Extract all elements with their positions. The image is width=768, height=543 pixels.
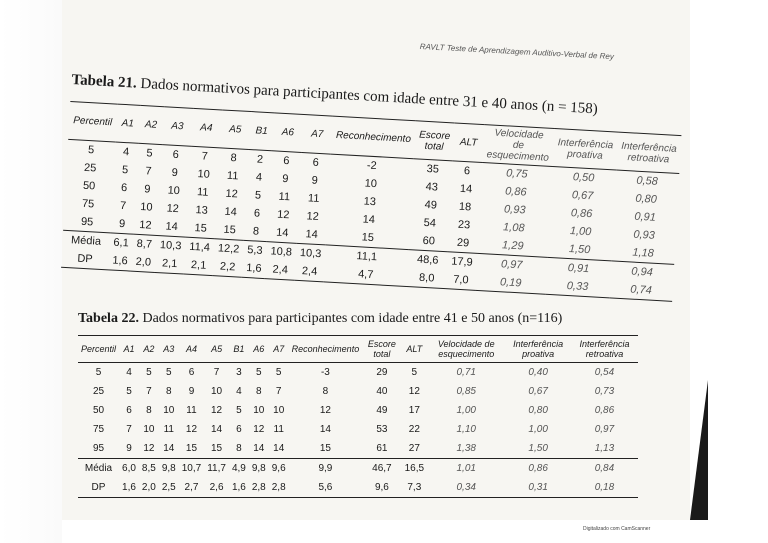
table-cell: 15 <box>361 231 375 245</box>
table-cell: 10,8 <box>270 245 293 259</box>
running-header: RAVLT Teste de Aprendizagem Auditivo-Verbal de Rey <box>419 42 615 62</box>
col-header: Escore total <box>367 339 396 359</box>
table-cell: 22 <box>408 424 420 435</box>
table-22 <box>78 311 638 498</box>
col-header: ALT <box>406 344 423 354</box>
table-cell: 11,7 <box>207 463 226 474</box>
table-cell: 12,2 <box>217 242 240 256</box>
table-cell: 8 <box>236 443 242 454</box>
table-cell: 9 <box>126 443 132 454</box>
table-cell: 7 <box>145 165 152 178</box>
table-cell: 2,5 <box>161 482 176 493</box>
scanner-watermark: Digitalizado com CamScanner <box>583 526 651 532</box>
table-cell: 0,31 <box>528 482 548 493</box>
table-cell: 6 <box>188 367 195 378</box>
table-cell: 10 <box>253 405 265 416</box>
table-row <box>78 459 638 479</box>
table-cell: 54 <box>423 216 437 230</box>
table-cell: 1,18 <box>632 246 655 260</box>
table-cell: 16,5 <box>404 463 425 474</box>
table-cell: 15 <box>185 443 198 454</box>
table-cell: 7,0 <box>452 273 469 287</box>
table-cell: 12 <box>185 424 198 435</box>
row-label: Média <box>70 234 102 248</box>
table-cell: 5 <box>236 405 242 416</box>
table-cell: 11 <box>307 192 320 205</box>
row-label: 5 <box>87 144 95 157</box>
table-cell: 8,7 <box>136 237 153 251</box>
col-header: A3 <box>170 120 184 133</box>
table-cell: 5 <box>146 367 152 378</box>
table-cell: 27 <box>408 443 420 454</box>
table-cell: 8,0 <box>418 271 435 285</box>
table-cell: 0,94 <box>631 265 654 279</box>
table-22-title-number: Tabela 22. <box>78 311 139 326</box>
table-cell: 0,67 <box>571 189 594 203</box>
table-cell: 12 <box>306 210 320 223</box>
table-cell: 0,86 <box>528 463 548 474</box>
table-cell: 8 <box>230 151 238 165</box>
col-header: A2 <box>144 119 158 131</box>
col-header: A6 <box>281 126 295 139</box>
table-cell: 0,93 <box>633 228 656 242</box>
table-cell: 10 <box>139 201 153 214</box>
table-cell: 11 <box>278 190 291 204</box>
table-cell: 11 <box>186 405 197 416</box>
row-label: 95 <box>92 443 105 454</box>
table-cell: 0,50 <box>572 171 595 185</box>
table-cell: 0,86 <box>594 405 615 416</box>
row-label: 75 <box>81 197 95 211</box>
table-cell: 0,67 <box>528 386 548 397</box>
table-cell: 1,6 <box>112 254 129 268</box>
table-cell: 5,6 <box>318 482 333 493</box>
table-cell: 15 <box>211 443 223 454</box>
col-header: A2 <box>143 344 155 354</box>
col-header: Velocidade de esquecimento <box>437 339 495 359</box>
table-cell: 5 <box>121 163 129 177</box>
table-cell: 15 <box>223 223 237 237</box>
table-cell: 46,7 <box>372 463 392 474</box>
table-cell: 6 <box>126 405 132 416</box>
table-cell: 14 <box>362 213 376 227</box>
table-cell: 0,40 <box>528 367 548 378</box>
table-cell: 11,1 <box>356 250 378 264</box>
table-21-title-number: Tabela 21. <box>71 72 138 92</box>
table-cell: 29 <box>376 367 388 378</box>
table-cell: 49 <box>376 405 388 416</box>
table-22-header-row <box>78 336 638 363</box>
table-cell: 23 <box>457 218 471 232</box>
table-cell: 10 <box>273 405 285 416</box>
table-cell: 11 <box>196 186 209 199</box>
table-cell: 14 <box>224 205 238 219</box>
col-header: A1 <box>121 117 135 130</box>
table-cell: 10 <box>364 177 378 191</box>
table-cell: 5,3 <box>246 244 263 257</box>
row-label: 5 <box>95 367 102 378</box>
col-header: A5 <box>211 344 223 354</box>
col-header: Percentil <box>81 344 117 354</box>
table-cell: 14 <box>211 424 223 435</box>
table-cell: 10 <box>197 168 211 181</box>
table-cell: 40 <box>376 386 388 397</box>
table-cell: 9,9 <box>318 463 333 474</box>
table-cell: 1,6 <box>231 482 246 493</box>
row-label: 25 <box>83 161 97 175</box>
table-cell: 1,6 <box>122 482 136 493</box>
table-cell: 2 <box>256 153 264 166</box>
table-cell: 7 <box>201 150 209 163</box>
table-cell: 9,8 <box>161 463 176 474</box>
table-cell: 17 <box>408 405 420 416</box>
table-cell: 0,85 <box>456 386 476 397</box>
table-row <box>78 401 638 420</box>
table-cell: 0,91 <box>634 210 657 224</box>
table-cell: 7 <box>275 386 282 397</box>
table-cell: 2,4 <box>272 263 289 277</box>
col-header: Escore total <box>418 128 451 153</box>
table-cell: 8,5 <box>141 463 156 474</box>
col-header: A6 <box>253 344 265 354</box>
table-cell: 3 <box>236 367 242 378</box>
table-cell: 1,10 <box>456 424 476 435</box>
col-header: B1 <box>233 344 245 354</box>
table-cell: 13 <box>363 195 377 209</box>
table-cell: 5 <box>146 147 153 160</box>
table-cell: 9 <box>311 174 319 187</box>
table-cell: 6,1 <box>113 236 130 250</box>
table-cell: 6 <box>172 148 180 162</box>
row-label: 25 <box>92 386 105 397</box>
table-cell: 0,86 <box>570 207 593 221</box>
table-cell: 12 <box>143 443 155 454</box>
table-cell: 0,91 <box>567 261 590 276</box>
col-header: Interferência retroativa <box>579 339 630 359</box>
table-cell: 2,0 <box>141 482 156 493</box>
table-cell: 6 <box>282 154 290 168</box>
table-cell: 9 <box>118 217 126 231</box>
table-cell: 0,54 <box>594 367 615 378</box>
table-cell: 12 <box>166 202 180 216</box>
table-cell: 1,00 <box>569 225 592 239</box>
table-cell: 0,74 <box>630 283 653 297</box>
table-cell: 0,97 <box>594 424 615 435</box>
table-cell: 10,7 <box>181 463 202 474</box>
table-cell: 4 <box>126 367 132 378</box>
table-cell: 4 <box>122 145 130 159</box>
table-cell: 2,7 <box>184 482 199 493</box>
page-margin <box>0 0 62 543</box>
table-cell: 6 <box>236 424 242 435</box>
row-label: DP <box>77 252 93 266</box>
table-cell: 1,01 <box>456 463 476 474</box>
table-cell: 4,9 <box>231 463 246 474</box>
table-cell: 6 <box>312 156 320 169</box>
table-21-title-text: Dados normativos para participantes com idade entre 31 e 40 anos (n = 158) <box>140 75 599 118</box>
table-row <box>78 439 638 459</box>
table-cell: 61 <box>376 443 388 454</box>
table-cell: 2,6 <box>209 482 224 493</box>
table-cell: 5 <box>254 189 262 202</box>
table-cell: 5 <box>166 367 172 378</box>
table-21-grid <box>61 101 681 302</box>
table-cell: 12 <box>276 208 290 222</box>
table-cell: 1,50 <box>528 443 548 454</box>
table-cell: 48,6 <box>416 253 439 267</box>
table-cell: 2,2 <box>219 260 236 274</box>
table-cell: 49 <box>424 198 438 212</box>
table-cell: 14 <box>163 443 175 454</box>
col-header: A5 <box>228 123 242 136</box>
col-header: Percentil <box>72 115 113 129</box>
table-cell: 2,4 <box>301 265 318 278</box>
table-cell: 12 <box>408 386 420 397</box>
table-21 <box>61 72 678 301</box>
table-cell: -2 <box>366 159 378 173</box>
table-row <box>78 382 638 401</box>
table-cell: 5 <box>275 367 282 378</box>
table-cell: -3 <box>320 367 330 378</box>
table-cell: 0,84 <box>594 463 615 474</box>
table-cell: 10,3 <box>159 239 182 253</box>
table-cell: 8 <box>256 386 262 397</box>
table-cell: 5 <box>126 386 132 397</box>
table-cell: 7 <box>213 367 220 378</box>
table-cell: 6 <box>253 207 261 220</box>
table-cell: 6,0 <box>122 463 136 474</box>
col-header: A1 <box>123 344 135 354</box>
row-label: DP <box>91 482 106 493</box>
table-22-title-text: Dados normativos para participantes com idade entre 41 e 50 anos (n=116) <box>142 311 563 326</box>
col-header: Reconhecimento <box>291 344 360 354</box>
table-cell: 9 <box>281 172 289 186</box>
table-cell: 13 <box>195 204 209 217</box>
table-cell: 0,80 <box>635 192 658 206</box>
table-cell: 1,29 <box>501 239 524 253</box>
col-header: Interferência proativa <box>513 339 564 359</box>
col-header: B1 <box>255 125 268 138</box>
table-cell: 1,00 <box>456 405 476 416</box>
table-cell: 11 <box>163 424 174 435</box>
table-row <box>78 478 638 498</box>
table-cell: 12 <box>253 424 265 435</box>
table-cell: 1,50 <box>568 243 591 257</box>
table-cell: 11,4 <box>189 240 211 254</box>
table-cell: 7,3 <box>407 482 422 493</box>
table-cell: 0,97 <box>500 258 523 272</box>
row-label: 95 <box>80 215 94 229</box>
table-cell: 9 <box>188 386 195 397</box>
table-cell: 10 <box>167 184 181 198</box>
table-cell: 60 <box>422 234 436 248</box>
col-header: A7 <box>310 128 324 141</box>
table-cell: 11 <box>273 424 284 435</box>
table-cell: 0,80 <box>528 405 548 416</box>
table-cell: 0,86 <box>504 185 527 199</box>
table-cell: 2,1 <box>190 258 207 272</box>
col-header: A7 <box>273 344 285 354</box>
table-cell: 6 <box>120 181 128 195</box>
table-cell: 5 <box>411 367 418 378</box>
table-cell: 9,6 <box>271 463 286 474</box>
scan-shadow <box>690 380 708 520</box>
col-header: A4 <box>199 122 213 134</box>
table-cell: 1,6 <box>245 262 262 275</box>
table-22-title <box>78 311 638 327</box>
table-cell: 9 <box>144 183 151 196</box>
table-cell: 0,18 <box>594 482 615 493</box>
col-header: ALT <box>459 136 478 149</box>
col-header: A4 <box>185 344 197 354</box>
table-cell: 1,00 <box>528 424 548 435</box>
table-cell: 14 <box>275 226 289 240</box>
table-row <box>78 363 638 383</box>
table-cell: 10 <box>143 424 155 435</box>
row-label: 75 <box>92 424 105 435</box>
row-label: Média <box>84 463 113 474</box>
table-cell: 9,6 <box>374 482 389 493</box>
col-header: Reconhecimento <box>335 129 412 146</box>
table-cell: 0,71 <box>456 367 476 378</box>
table-cell: 18 <box>458 200 472 214</box>
table-cell: 2,0 <box>135 255 152 269</box>
row-label: 50 <box>82 179 96 193</box>
table-cell: 0,75 <box>505 167 528 181</box>
table-cell: 53 <box>376 424 388 435</box>
table-row <box>78 420 638 439</box>
table-cell: 14 <box>273 443 285 454</box>
table-cell: 7 <box>119 199 127 213</box>
table-cell: 43 <box>425 180 439 194</box>
table-cell: 14 <box>319 424 331 435</box>
table-cell: 29 <box>456 236 470 250</box>
table-cell: 12 <box>138 219 152 232</box>
table-cell: 4,7 <box>357 268 374 282</box>
table-cell: 4 <box>236 386 242 397</box>
table-22-body <box>78 363 638 498</box>
table-cell: 2,8 <box>271 482 286 493</box>
table-cell: 7 <box>126 424 132 435</box>
table-cell: 12 <box>211 405 223 416</box>
table-cell: 6 <box>463 165 471 178</box>
table-cell: 14 <box>459 182 473 196</box>
col-header: A3 <box>163 344 175 354</box>
table-22-grid <box>78 335 638 498</box>
table-cell: 8 <box>322 386 329 397</box>
table-cell: 0,58 <box>636 174 659 188</box>
table-cell: 4 <box>255 171 263 184</box>
table-cell: 0,34 <box>456 482 476 493</box>
table-cell: 0,93 <box>503 203 526 217</box>
table-cell: 11 <box>226 169 239 183</box>
table-cell: 9,8 <box>251 463 266 474</box>
table-cell: 8 <box>166 386 172 397</box>
table-cell: 35 <box>426 162 440 176</box>
table-cell: 1,38 <box>456 443 476 454</box>
table-cell: 1,13 <box>594 443 615 454</box>
table-cell: 10 <box>163 405 175 416</box>
table-cell: 15 <box>319 443 331 454</box>
table-cell: 17,9 <box>450 255 473 269</box>
table-cell: 0,19 <box>499 276 522 290</box>
table-cell: 0,73 <box>594 386 615 397</box>
table-cell: 10,3 <box>299 247 322 261</box>
row-label: 50 <box>92 405 105 416</box>
col-header: Interferência retroativa <box>620 140 678 165</box>
table-cell: 8 <box>252 225 260 238</box>
table-cell: 10 <box>211 386 223 397</box>
table-cell: 7 <box>146 386 152 397</box>
table-cell: 12 <box>225 187 239 201</box>
table-cell: 2,1 <box>161 257 178 271</box>
table-cell: 2,8 <box>251 482 266 493</box>
table-cell: 15 <box>194 222 208 235</box>
table-cell: 14 <box>253 443 265 454</box>
table-cell: 5 <box>256 367 262 378</box>
table-cell: 14 <box>165 220 179 234</box>
table-cell: 12 <box>319 405 331 416</box>
col-header: Interferência proativa <box>557 136 614 162</box>
table-cell: 14 <box>305 228 319 241</box>
table-cell: 8 <box>146 405 152 416</box>
table-cell: 0,33 <box>566 279 589 294</box>
table-cell: 1,08 <box>502 221 525 235</box>
table-cell: 9 <box>171 166 179 180</box>
col-header: Velocidade de esquecimento <box>486 127 550 164</box>
